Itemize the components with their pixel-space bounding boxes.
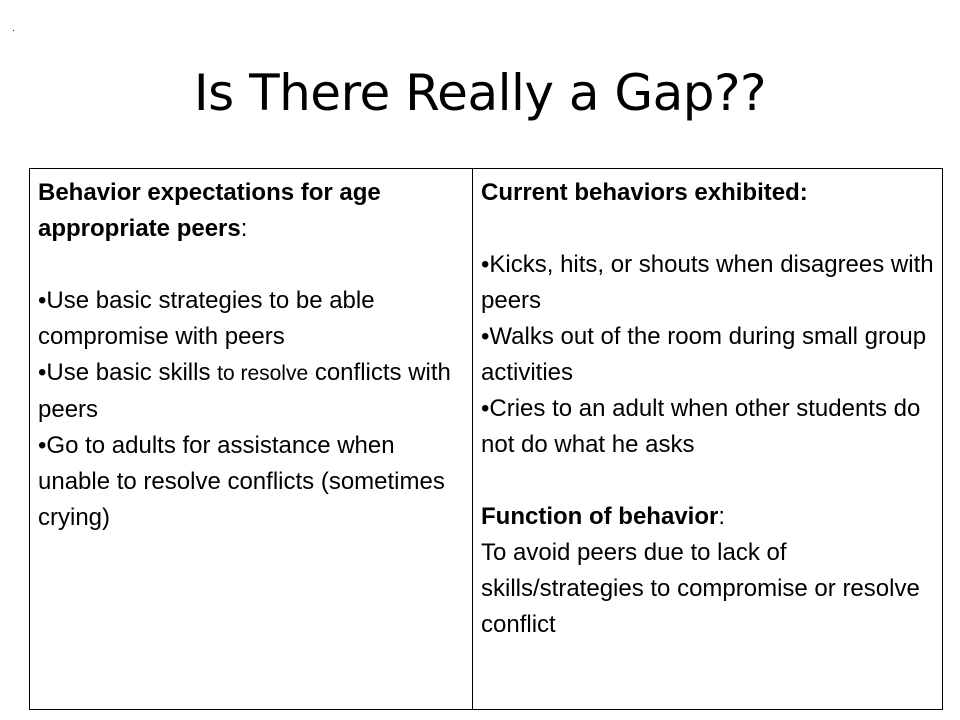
expectations-heading-text: Behavior expectations for age appropriate peers bbox=[38, 179, 381, 242]
current-behaviors-cell bbox=[473, 169, 942, 709]
expectation-item-text: •Use basic skills bbox=[38, 359, 218, 386]
expectation-item bbox=[38, 355, 464, 428]
expectation-item-text-end: conflicts with peers bbox=[38, 359, 451, 423]
function-heading-text: Function of behavior bbox=[481, 503, 719, 530]
function-text: To avoid peers due to lack of skills/strategies to compromise or resolve conflict bbox=[481, 539, 920, 638]
expectations-cell bbox=[30, 169, 473, 709]
expectation-item: •Go to adults for assistance when unable to resolve conflicts (sometimes crying) bbox=[38, 432, 445, 531]
slide-title: Is There Really a Gap?? bbox=[193, 64, 767, 122]
function-heading-colon: : bbox=[718, 503, 725, 530]
comparison-table bbox=[29, 168, 943, 710]
current-behaviors-heading: Current behaviors exhibited: bbox=[481, 179, 808, 206]
behavior-item: •Cries to an adult when other students do not do what he asks bbox=[481, 395, 921, 458]
function-heading bbox=[481, 499, 934, 535]
expectations-heading bbox=[38, 175, 464, 247]
behavior-item: •Walks out of the room during small group activities bbox=[481, 323, 927, 386]
corner-mark: . bbox=[12, 23, 15, 34]
expectation-item-small-text: to resolve bbox=[217, 362, 309, 385]
behavior-item: •Kicks, hits, or shouts when disagrees with peers bbox=[481, 251, 934, 314]
expectations-heading-colon: : bbox=[240, 215, 248, 242]
expectation-item: •Use basic strategies to be able compromise with peers bbox=[38, 287, 375, 350]
